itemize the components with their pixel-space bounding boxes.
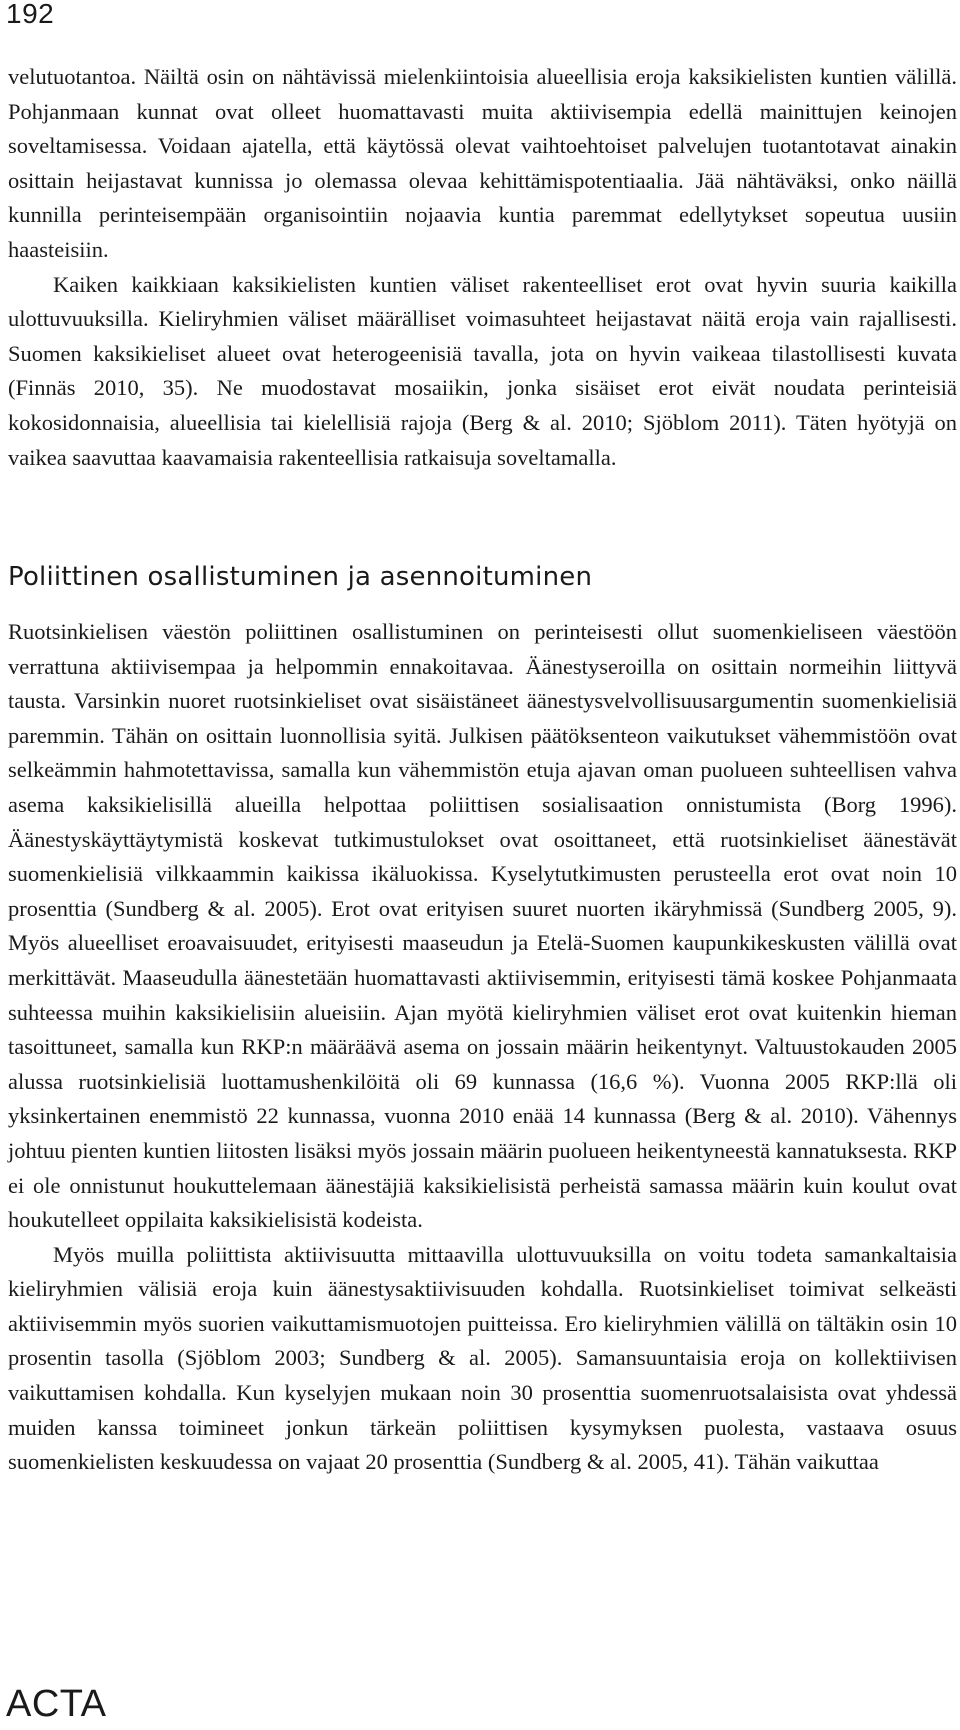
section-heading: Poliittinen osallistuminen ja asennoituminen	[8, 562, 593, 592]
text-block-continued	[8, 60, 957, 475]
text-block-section	[8, 615, 957, 1480]
paragraph: Ruotsinkielisen väestön poliittinen osallistuminen on perinteisesti ollut suomenkieliseen väestöön verrattuna aktiivisempaa ja helpommin ennakoitavaa. Äänestyseroilla on osittain normeihin liittyvä tausta. Varsinkin nuoret ruotsinkieliset ovat sisäistäneet äänestysvelvollisuusargumentin suomenkielisiä paremmin. Tähän on osittain luonnollisia syitä. Julkisen päätöksenteon vaikutukset vähemmistöön ovat selkeämmin hahmotettavissa, samalla kun vähemmistön etuja ajavan oman puolueen suhteellisen vahva asema kaksikielisillä alueilla helpottaa poliittisen sosialisaation onnistumista (Borg 1996). Äänestyskäyttäytymistä koskevat tutkimustulokset ovat osoittaneet, että ruotsinkieliset äänestävät suomenkielisiä vilkkaammin kaikissa ikäluokissa. Kyselytutkimusten perusteella erot ovat noin 10 prosenttia (Sundberg & al. 2005). Erot ovat erityisen suuret nuorten ikäryhmissä (Sundberg 2005, 9). Myös alueelliset eroavaisuudet, erityisesti maaseudun ja Etelä-Suomen kaupunkikeskusten välillä ovat merkittävät. Maaseudulla äänestetään huomattavasti aktiivisemmin, erityisesti tämä koskee Pohjanmaata suhteessa muihin kaksikielisiin alueisiin. Ajan myötä kieliryhmien väliset erot ovat kuitenkin hieman tasoittuneet, samalla kun RKP:n määräävä asema on jossain määrin heikentynyt. Valtuustokauden 2005 alussa ruotsinkielisiä luottamushenkilöitä oli 69 kunnassa (16,6 %). Vuonna 2005 RKP:llä oli yksinkertainen enemmistö 22 kunnassa, vuonna 2010 enää 14 kunnassa (Berg & al. 2010). Vähennys johtuu pienten kuntien liitosten lisäksi myös jossain määrin puolueen heikentyneestä kannatuksesta. RKP ei ole onnistunut houkuttelemaan äänestäjiä kaksikielisistä perheistä samassa määrin kuin koulut ovat houkutelleet oppilaita kaksikielisistä kodeista.	[8, 619, 957, 1233]
journal-footer-mark: ACTA	[6, 1683, 107, 1725]
paragraph: velutuotantoa. Näiltä osin on nähtävissä mielenkiintoisia alueellisia eroja kaksikielisten kuntien välillä. Pohjanmaan kunnat ovat olleet huomattavasti muita aktiivisempia edellä mainittujen keinojen soveltamisessa. Voidaan ajatella, että käytössä olevat vaihtoehtoiset palvelujen tuotantotavat ainakin osittain heijastavat kunnissa jo olemassa olevaa kehittämispotentiaalia. Jää nähtäväksi, onko näillä kunnilla perinteisempään organisointiin nojaavia kuntia paremmat edellytykset sopeutua uusiin haasteisiin.	[8, 64, 957, 262]
paragraph: Kaiken kaikkiaan kaksikielisten kuntien väliset rakenteelliset erot ovat hyvin suuria kaikilla ulottuvuuksilla. Kieliryhmien väliset määrälliset voimasuhteet heijastavat näitä eroja vain rajallisesti. Suomen kaksikieliset alueet ovat heterogeenisiä tavalla, jota on hyvin vaikeaa tilastollisesti kuvata (Finnäs 2010, 35). Ne muodostavat mosaiikin, jonka sisäiset erot eivät noudata perinteisiä kokosidonnaisia, alueellisia tai kielellisiä rajoja (Berg & al. 2010; Sjöblom 2011). Täten hyötyjä on vaikea saavuttaa kaavamaisia rakenteellisia ratkaisuja soveltamalla.	[8, 271, 957, 470]
paragraph: Myös muilla poliittista aktiivisuutta mittaavilla ulottuvuuksilla on voitu todeta samankaltaisia kieliryhmien välisiä eroja kuin äänestysaktiivisuuden kohdalla. Ruotsinkieliset toimivat selkeästi aktiivisemmin myös suorien vaikuttamismuotojen puitteissa. Ero kieliryhmien välillä on tältäkin osin 10 prosentin tasolla (Sjöblom 2003; Sundberg & al. 2005). Samansuuntaisia eroja on kollektiivisen vaikuttamisen kohdalla. Kun kyselyjen mukaan noin 30 prosenttia suomenruotsalaisista ovat yhdessä muiden kanssa toimineet jonkun tärkeän poliittisen kysymyksen puolesta, vastaava osuus suomenkielisten keskuudessa on vajaat 20 prosenttia (Sundberg & al. 2005, 41). Tähän vaikuttaa	[8, 1241, 957, 1475]
page-number: 192	[6, 0, 55, 29]
